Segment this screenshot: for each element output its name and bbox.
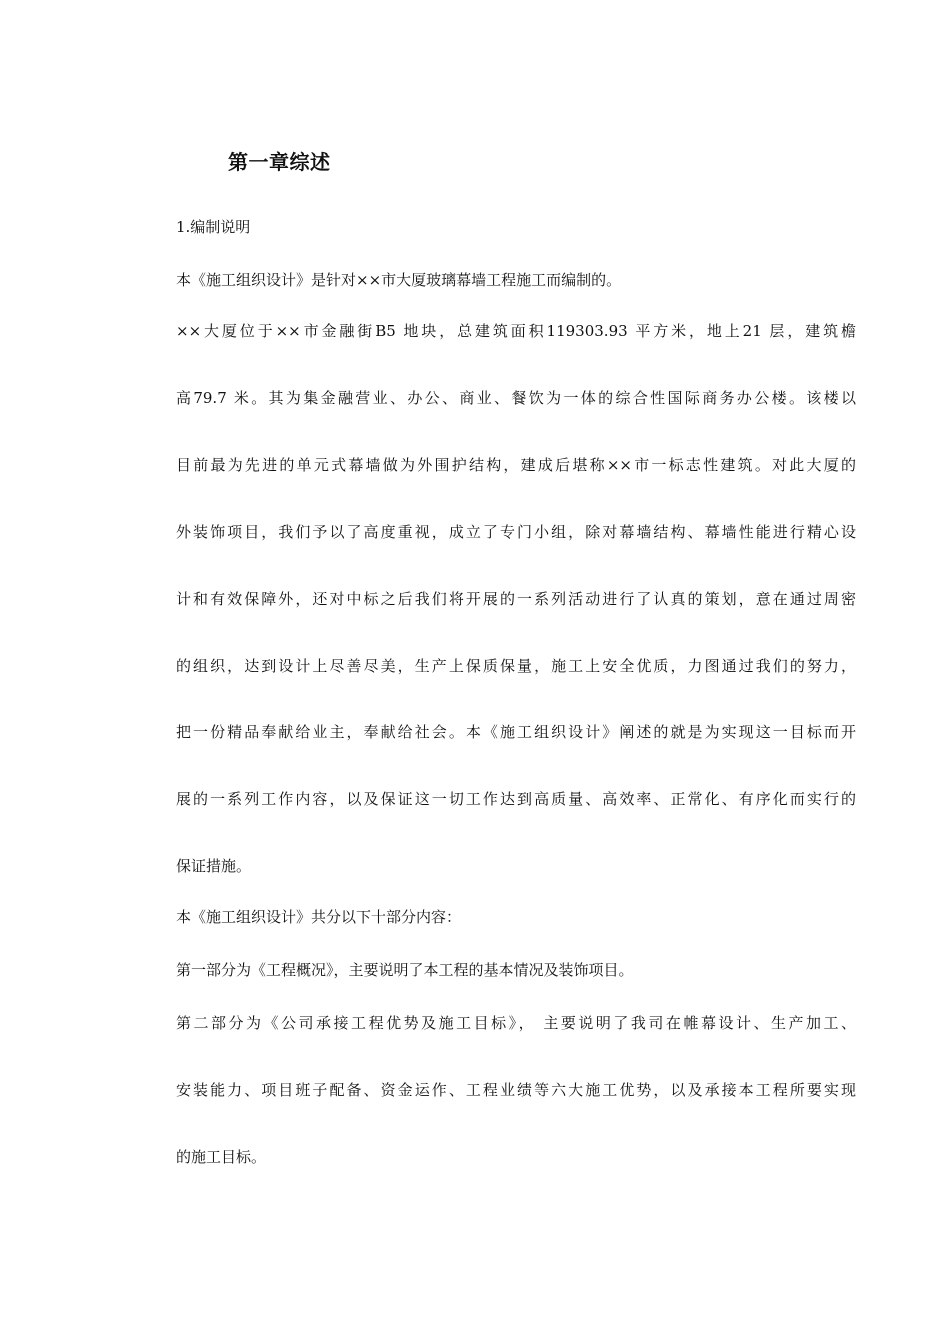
section-heading: 1.编制说明	[176, 218, 251, 236]
paragraph-line: 本《施工组织设计》共分以下十部分内容：	[176, 908, 462, 926]
paragraph-line: 外装饰项目，我们予以了高度重视，成立了专门小组，除对幕墙结构、幕墙性能进行精心设	[176, 523, 856, 541]
paragraph-line: 的施工目标。	[176, 1148, 267, 1166]
paragraph-line: 展的一系列工作内容，以及保证这一切工作达到高质量、高效率、正常化、有序化而实行的	[176, 790, 856, 808]
paragraph-line: 保证措施。	[176, 857, 252, 875]
paragraph-line: 本《施工组织设计》是针对××市大厦玻璃幕墙工程施工而编制的。	[176, 271, 622, 289]
paragraph-line: ××大厦位于××市金融街B5 地块，总建筑面积119303.93 平方米，地上21 层，建筑檐	[176, 322, 856, 340]
chapter-title: 第一章综述	[228, 150, 331, 174]
paragraph-line: 目前最为先进的单元式幕墙做为外围护结构，建成后堪称××市一标志性建筑。对此大厦的	[176, 456, 856, 474]
paragraph-line: 把一份精品奉献给业主，奉献给社会。本《施工组织设计》阐述的就是为实现这一目标而开	[176, 723, 856, 741]
paragraph-line: 第一部分为《工程概况》，主要说明了本工程的基本情况及装饰项目。	[176, 961, 634, 979]
paragraph-line: 第二部分为《公司承接工程优势及施工目标》， 主要说明了我司在帷幕设计、生产加工、	[176, 1014, 856, 1032]
paragraph-line: 高79.7 米。其为集金融营业、办公、商业、餐饮为一体的综合性国际商务办公楼。该楼以	[176, 389, 856, 407]
paragraph-line: 安装能力、项目班子配备、资金运作、工程业绩等六大施工优势，以及承接本工程所要实现	[176, 1081, 856, 1099]
paragraph-line: 计和有效保障外，还对中标之后我们将开展的一系列活动进行了认真的策划，意在通过周密	[176, 590, 856, 608]
paragraph-line: 的组织，达到设计上尽善尽美，生产上保质保量，施工上安全优质，力图通过我们的努力，	[176, 657, 856, 675]
